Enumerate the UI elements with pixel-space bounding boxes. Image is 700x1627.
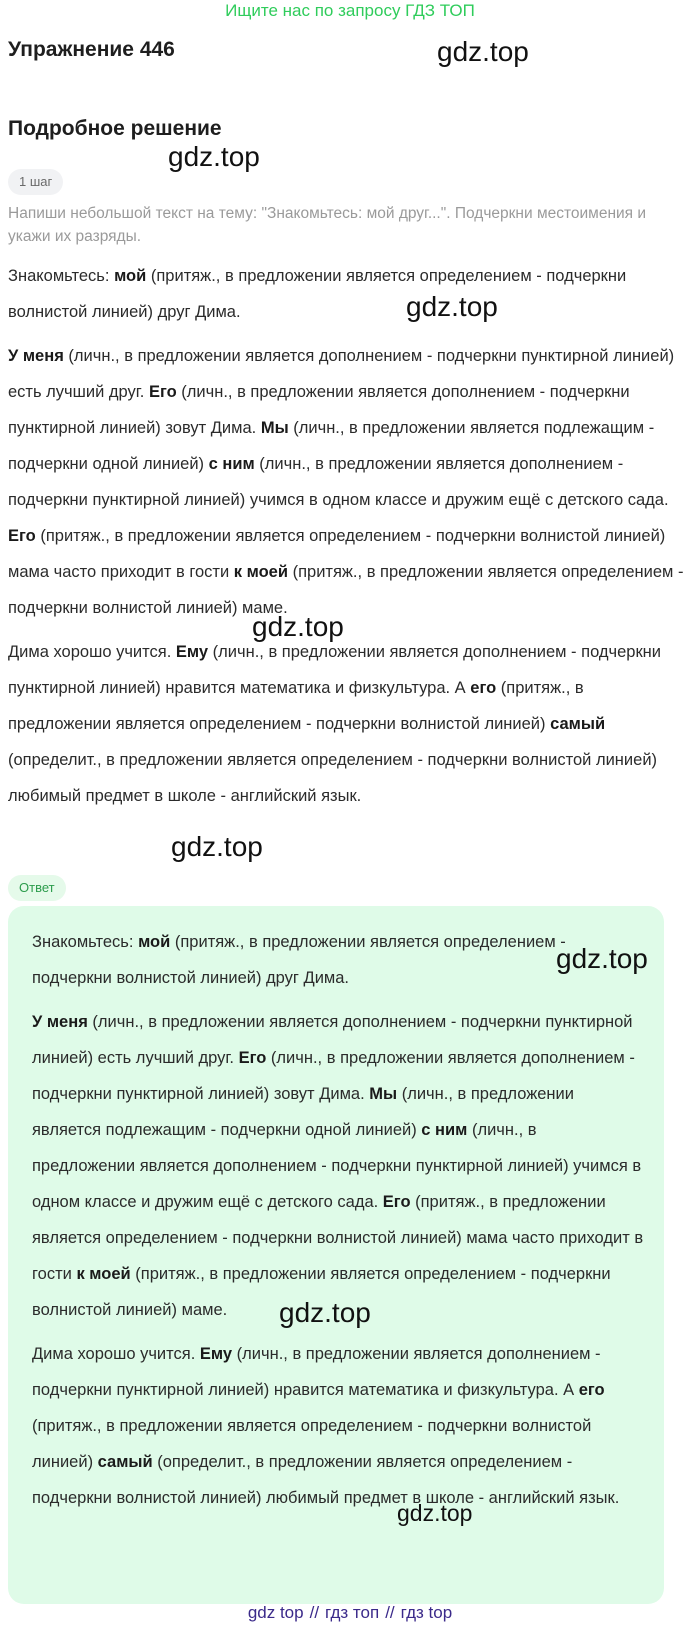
pronoun: Его xyxy=(8,527,36,545)
text-run: (определит., в предложении является определением - подчеркни волнистой линией) любимый предмет в школе - английский язык. xyxy=(8,751,658,805)
text-run: (притяж., в предложении является определением - подчеркни волнистой линией) мама часто приходит в гости xyxy=(32,1193,644,1283)
text-run: Дима хорошо учится. xyxy=(32,1345,200,1363)
step-badge: 1 шаг xyxy=(8,169,63,195)
answer-paragraph xyxy=(32,1004,644,1328)
text-run: (личн., в предложении является дополнением - подчеркни пунктирной линией) есть лучший друг. xyxy=(32,1013,633,1067)
footer-links xyxy=(0,1601,700,1625)
text-run: (притяж., в предложении является определением - подчеркни волнистой линией) друг Дима. xyxy=(8,267,627,321)
pronoun: к моей xyxy=(76,1265,131,1283)
pronoun: самый xyxy=(550,715,606,733)
pronoun: его xyxy=(578,1381,605,1399)
task-text: Напиши небольшой текст на тему: "Знакомьтесь: мой друг...". Подчеркни местоимения и укажи их разряды. xyxy=(8,205,647,245)
pronoun: с ним xyxy=(208,455,255,473)
answer-box xyxy=(8,906,664,1604)
text-run: (притяж., в предложении является определением - подчеркни волнистой линией) друг Дима. xyxy=(32,933,566,987)
pronoun: Его xyxy=(382,1193,411,1211)
text-run: (личн., в предложении является дополнением - подчеркни пунктирной линией) учимся в одном классе и дружим ещё с детского сада. xyxy=(8,455,669,509)
pronoun: мой xyxy=(138,933,171,951)
pronoun: Его xyxy=(148,383,177,401)
text-run: (притяж., в предложении является определением - подчеркни волнистой линией) мама часто приходит в гости xyxy=(8,527,666,581)
pronoun: мой xyxy=(114,267,147,285)
solution-paragraph xyxy=(8,338,688,626)
watermark: gdz.top xyxy=(252,611,344,642)
text-run: (притяж., в предложении является определением - подчеркни волнистой линией) xyxy=(8,679,584,733)
text-run: (личн., в предложении является дополнением - подчеркни пунктирной линией) есть лучший друг. xyxy=(8,347,675,401)
text-run: (личн., в предложении является подлежащим - подчеркни одной линией) xyxy=(32,1085,574,1139)
top-banner[interactable]: Ищите нас по запросу ГДЗ ТОП xyxy=(225,1,475,20)
footer-separator: // xyxy=(385,1603,395,1622)
watermark: gdz.top xyxy=(168,141,260,172)
text-run: Знакомьтесь: xyxy=(8,267,115,285)
watermark: gdz.top xyxy=(397,1500,473,1526)
text-run: (личн., в предложении является дополнением - подчеркни пунктирной линией) учимся в одном классе и дружим ещё с детского сада. xyxy=(32,1121,642,1211)
section-title: Подробное решение xyxy=(8,117,222,140)
pronoun: самый xyxy=(97,1453,153,1471)
pronoun: Мы xyxy=(260,419,289,437)
footer-link[interactable]: гдз топ xyxy=(325,1603,380,1622)
text-run: (личн., в предложении является дополнением - подчеркни пунктирной линией) нравится математика и физкультура. А xyxy=(32,1345,601,1399)
text-run: Знакомьтесь: xyxy=(32,933,139,951)
pronoun: к моей xyxy=(233,563,288,581)
text-run: (определит., в предложении является определением - подчеркни волнистой линией) любимый предмет в школе - английский язык. xyxy=(32,1453,620,1507)
watermark: gdz.top xyxy=(171,831,263,862)
pronoun: Его xyxy=(238,1049,267,1067)
text-run: (личн., в предложении является дополнением - подчеркни пунктирной линией) нравится математика и физкультура. А xyxy=(8,643,662,697)
text-run: (личн., в предложении является подлежащим - подчеркни одной линией) xyxy=(8,419,655,473)
solution-paragraph xyxy=(8,634,688,814)
text-run: (личн., в предложении является дополнением - подчеркни пунктирной линией) зовут Дима. xyxy=(32,1049,635,1103)
pronoun: Ему xyxy=(199,1345,233,1363)
pronoun: Ему xyxy=(175,643,209,661)
watermark: gdz.top xyxy=(279,1297,371,1328)
pronoun: У меня xyxy=(32,1013,88,1031)
text-run: (притяж., в предложении является определением - подчеркни волнистой линией) xyxy=(32,1417,592,1471)
page-title: Упражнение 446 xyxy=(8,38,175,61)
footer-link[interactable]: гдз top xyxy=(400,1603,453,1622)
text-run: (притяж., в предложении является определением - подчеркни волнистой линией) маме. xyxy=(8,563,684,617)
pronoun: Мы xyxy=(369,1085,398,1103)
watermark: gdz.top xyxy=(556,943,648,974)
watermark: gdz.top xyxy=(437,36,529,67)
text-run: Дима хорошо учится. xyxy=(8,643,176,661)
text-run: (притяж., в предложении является определением - подчеркни волнистой линией) маме. xyxy=(32,1265,611,1319)
text-run: (личн., в предложении является дополнением - подчеркни пунктирной линией) зовут Дима. xyxy=(8,383,630,437)
watermark: gdz.top xyxy=(406,291,498,322)
footer-separator: // xyxy=(309,1603,320,1622)
pronoun: У меня xyxy=(8,347,64,365)
footer-link[interactable]: gdz top xyxy=(247,1603,304,1622)
answer-badge: Ответ xyxy=(8,875,66,901)
answer-paragraph xyxy=(32,924,644,996)
solution-text xyxy=(8,258,688,822)
pronoun: с ним xyxy=(421,1121,468,1139)
solution-paragraph xyxy=(8,258,688,330)
pronoun: его xyxy=(470,679,497,697)
answer-paragraph xyxy=(32,1336,644,1516)
